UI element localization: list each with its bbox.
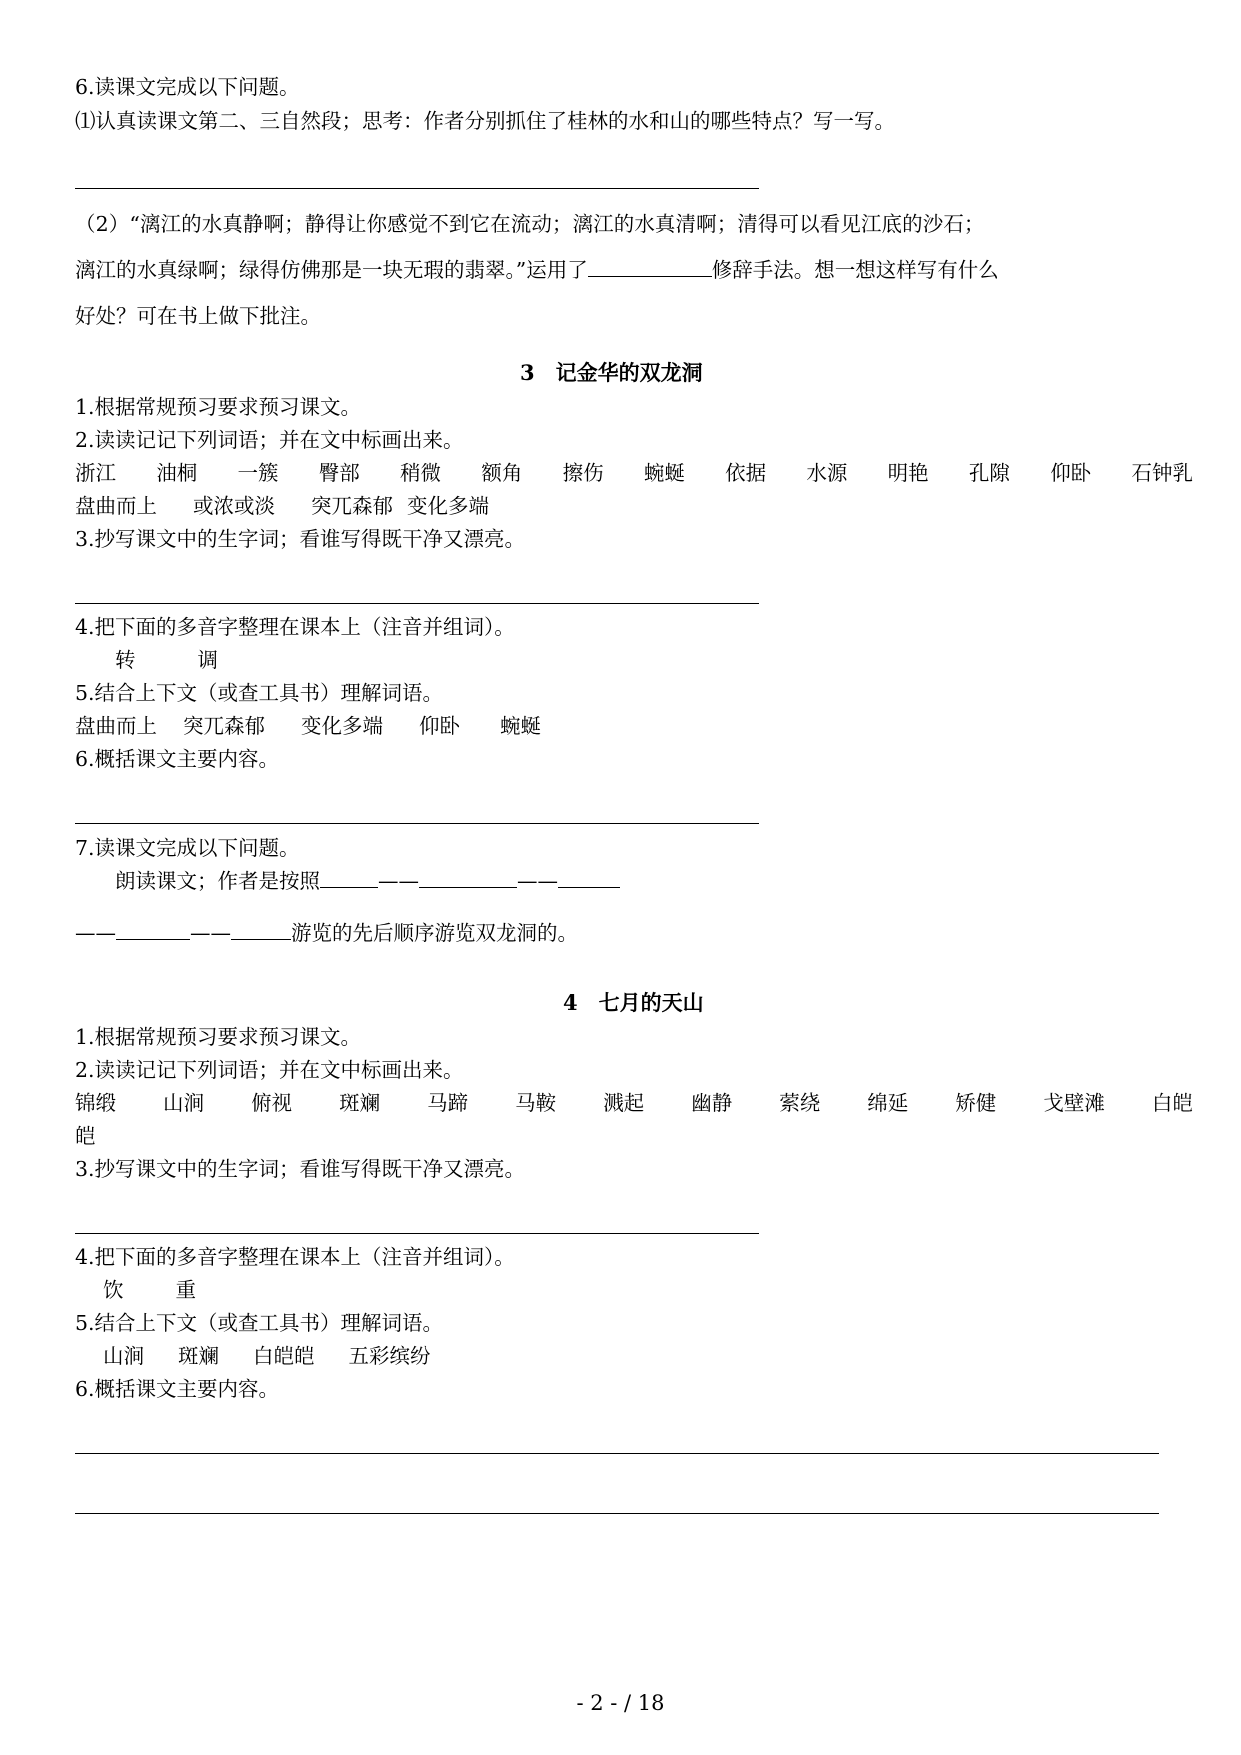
vocab-word: 盘曲而上 [75, 494, 157, 518]
question-6-2-line-c: 好处？可在书上做下批注。 [75, 304, 321, 328]
lesson-3-q6: 6.概括课文主要内容。 [75, 747, 280, 771]
vocab-word: 浙江 [75, 461, 116, 485]
answer-line [75, 188, 759, 189]
lesson-4-q1: 1.根据常规预习要求预习课文。 [75, 1025, 362, 1049]
lesson-3-q2: 2.读读记记下列词语；并在文中标画出来。 [75, 428, 464, 452]
vocab-word: 锦缎 [75, 1091, 116, 1115]
fill-blank[interactable] [231, 938, 291, 940]
vocab-word: 白皑 [1151, 1091, 1193, 1115]
polyphone-char: 饮 [103, 1278, 124, 1302]
vocab-word: 溅起 [603, 1091, 645, 1115]
vocab-word: 山涧 [103, 1344, 144, 1368]
answer-line [75, 603, 759, 604]
lesson-3-word-row-1 [75, 463, 1193, 484]
lesson-3-title: 3 记金华的双龙洞 [520, 360, 703, 385]
question-6-2-text-b1: 漓江的水真绿啊；绿得仿佛那是一块无瑕的翡翠。”运用了 [75, 258, 588, 282]
vocab-word: 变化多端 [407, 494, 489, 518]
fill-blank[interactable] [419, 886, 517, 888]
vocab-word: 明艳 [887, 461, 929, 485]
vocab-word: 突兀森郁 [311, 494, 393, 518]
vocab-word: 稍微 [400, 461, 442, 485]
lesson-4-q4: 4.把下面的多音字整理在课本上（注音并组词）。 [75, 1245, 515, 1269]
lesson-4-title: 4 七月的天山 [563, 990, 704, 1015]
answer-line [75, 1513, 1159, 1514]
vocab-word: 油桐 [156, 461, 198, 485]
lesson-4-q2: 2.读读记记下列词语；并在文中标画出来。 [75, 1058, 464, 1082]
vocab-word: 盘曲而上 [75, 714, 157, 738]
q7-text-end: 游览的先后顺序游览双龙洞的。 [291, 921, 578, 945]
lesson-3-word-row-2 [75, 496, 489, 517]
fill-blank[interactable] [116, 938, 190, 940]
vocab-word: 马鞍 [515, 1091, 557, 1115]
vocab-word: 戈壁滩 [1043, 1091, 1105, 1115]
vocab-word: 孔隙 [968, 461, 1010, 485]
vocab-word: 仰卧 [1050, 461, 1092, 485]
lesson-4-q5-words [103, 1346, 431, 1367]
answer-line [75, 1233, 759, 1234]
vocab-word: 俯视 [251, 1091, 293, 1115]
vocab-word: 山涧 [163, 1091, 205, 1115]
lesson-4-q5: 5.结合上下文（或查工具书）理解词语。 [75, 1311, 444, 1335]
vocab-word: 斑斓 [178, 1344, 219, 1368]
lesson-3-q5-words [75, 716, 541, 737]
lesson-3-q1: 1.根据常规预习要求预习课文。 [75, 395, 362, 419]
question-6-1: ⑴认真读课文第二、三自然段；思考：作者分别抓住了桂林的水和山的哪些特点？写一写。 [75, 109, 895, 133]
vocab-word: 一簇 [237, 461, 279, 485]
lesson-3-polyphones [115, 650, 218, 671]
lesson-3-q7: 7.读课文完成以下问题。 [75, 836, 300, 860]
lesson-3-q4: 4.把下面的多音字整理在课本上（注音并组词）。 [75, 615, 515, 639]
dash: —— [517, 869, 558, 893]
fill-blank[interactable] [320, 886, 378, 888]
q7-text: 朗读课文；作者是按照 [115, 869, 320, 893]
answer-line [75, 1453, 1159, 1454]
lesson-4-q6: 6.概括课文主要内容。 [75, 1377, 280, 1401]
dash: —— [378, 869, 419, 893]
vocab-word: 萦绕 [779, 1091, 821, 1115]
lesson-4-q3: 3.抄写课文中的生字词；看谁写得既干净又漂亮。 [75, 1157, 526, 1181]
vocab-word: 水源 [806, 461, 848, 485]
vocab-word: 蜿蜒 [643, 461, 685, 485]
vocab-word: 幽静 [691, 1091, 733, 1115]
question-6-2-line-a: （2）“漓江的水真静啊；静得让你感觉不到它在流动；漓江的水真清啊；清得可以看见江底的沙石； [75, 212, 985, 236]
vocab-word: 石钟乳 [1131, 461, 1193, 485]
lesson-3-q3: 3.抄写课文中的生字词；看谁写得既干净又漂亮。 [75, 527, 526, 551]
lesson-4-word-row-2: 皑 [75, 1124, 96, 1148]
vocab-word: 绵延 [867, 1091, 909, 1115]
question-6: 6.读课文完成以下问题。 [75, 75, 300, 99]
vocab-word: 蜿蜒 [500, 714, 541, 738]
vocab-word: 擦伤 [562, 461, 604, 485]
vocab-word: 依据 [725, 461, 767, 485]
lesson-3-q7-line-a [115, 871, 620, 892]
vocab-word: 变化多端 [301, 714, 383, 738]
lesson-4-word-row-1 [75, 1093, 1193, 1114]
vocab-word: 臀部 [318, 461, 360, 485]
question-6-2-text-b2: 修辞手法。想一想这样写有什么 [711, 258, 999, 282]
vocab-word: 斑斓 [339, 1091, 381, 1115]
fill-blank[interactable] [558, 886, 620, 888]
answer-line [75, 823, 759, 824]
vocab-word: 或浓或淡 [193, 494, 275, 518]
vocab-word: 仰卧 [419, 714, 460, 738]
lesson-3-q7-line-b [75, 923, 578, 944]
lesson-4-polyphones [103, 1280, 196, 1301]
polyphone-char: 调 [197, 648, 218, 672]
fill-blank[interactable] [588, 275, 712, 277]
vocab-word: 额角 [481, 461, 523, 485]
lesson-3-q5: 5.结合上下文（或查工具书）理解词语。 [75, 681, 444, 705]
dash: —— [75, 921, 116, 945]
polyphone-char: 转 [115, 648, 136, 672]
page-number: - 2 - / 18 [576, 1691, 665, 1715]
vocab-word: 突兀森郁 [183, 714, 265, 738]
vocab-word: 矫健 [955, 1091, 997, 1115]
vocab-word: 五彩缤纷 [348, 1344, 431, 1368]
vocab-word: 白皑皑 [253, 1344, 315, 1368]
question-6-2-line-b [75, 260, 999, 281]
polyphone-char: 重 [175, 1278, 196, 1302]
dash: —— [190, 921, 231, 945]
vocab-word: 马蹄 [427, 1091, 469, 1115]
